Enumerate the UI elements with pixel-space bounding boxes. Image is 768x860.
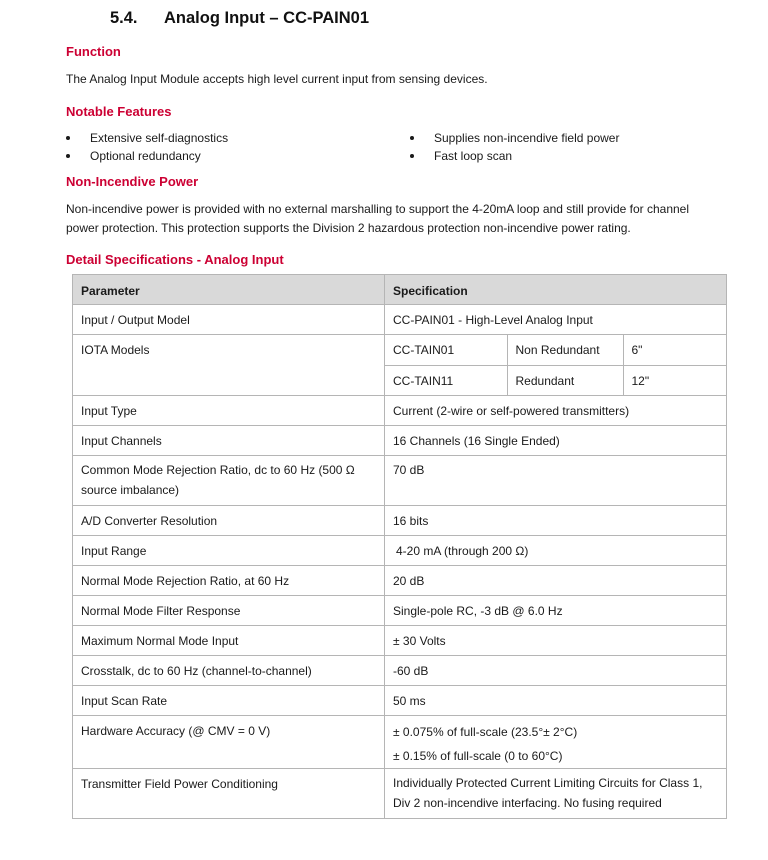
function-text: The Analog Input Module accepts high level current input from sensing devices. — [66, 72, 488, 86]
specs-heading: Detail Specifications - Analog Input — [66, 252, 284, 267]
table-row: A/D Converter Resolution 16 bits — [73, 506, 727, 536]
table-row: Input Type Current (2-wire or self-powered transmitters) — [73, 396, 727, 426]
bullet-icon — [410, 136, 414, 140]
section-heading: Analog Input – CC-PAIN01 — [164, 9, 370, 27]
bullet-icon — [66, 136, 70, 140]
table-row: Normal Mode Filter Response Single-pole RC, -3 dB @ 6.0 Hz — [73, 596, 727, 626]
table-row: IOTA Models CC-TAIN01 Non Redundant 6" CC-TAIN11 Redundant 12" — [73, 335, 727, 396]
column-header-specification: Specification — [385, 275, 727, 305]
table-row: Normal Mode Rejection Ratio, at 60 Hz 20 dB — [73, 566, 727, 596]
table-row: Transmitter Field Power Conditioning Individually Protected Current Limiting Circuits for Class 1, Div 2 non-incendive interfacing. No fusing required — [73, 769, 727, 819]
table-row: Input Scan Rate 50 ms — [73, 686, 727, 716]
table-row: CC-TAIN01 Non Redundant 6" — [385, 335, 727, 365]
column-header-parameter: Parameter — [73, 275, 385, 305]
table-row: Input Channels 16 Channels (16 Single Ended) — [73, 426, 727, 456]
table-row: Hardware Accuracy (@ CMV = 0 V) ± 0.075% of full-scale (23.5°± 2°C) ± 0.15% of full-scale (0 to 60°C) — [73, 716, 727, 769]
table-row: Input Range 4-20 mA (through 200 Ω) — [73, 536, 727, 566]
power-text: Non-incendive power is provided with no external marshalling to support the 4-20mA loop and still provide for channel power protection. This protection supports the Division 2 hazardous protection non-incendive power rating. — [66, 202, 690, 235]
features-heading: Notable Features — [66, 104, 172, 119]
power-heading: Non-Incendive Power — [66, 174, 199, 189]
table-row: CC-TAIN11 Redundant 12" — [385, 365, 727, 395]
table-row: Common Mode Rejection Ratio, dc to 60 Hz (500 Ω source imbalance) 70 dB — [73, 456, 727, 506]
table-row: Input / Output Model CC-PAIN01 - High-Level Analog Input — [73, 305, 727, 335]
iota-models-table — [385, 335, 727, 395]
bullet-icon — [66, 154, 70, 158]
section-number: 5.4. — [110, 9, 138, 27]
table-row: Maximum Normal Mode Input ± 30 Volts — [73, 626, 727, 656]
spec-table — [72, 274, 727, 819]
section-title — [110, 9, 369, 28]
bullet-icon — [410, 154, 414, 158]
function-heading: Function — [66, 44, 121, 59]
table-row: Crosstalk, dc to 60 Hz (channel-to-channel) -60 dB — [73, 656, 727, 686]
table-header-row — [73, 275, 727, 305]
